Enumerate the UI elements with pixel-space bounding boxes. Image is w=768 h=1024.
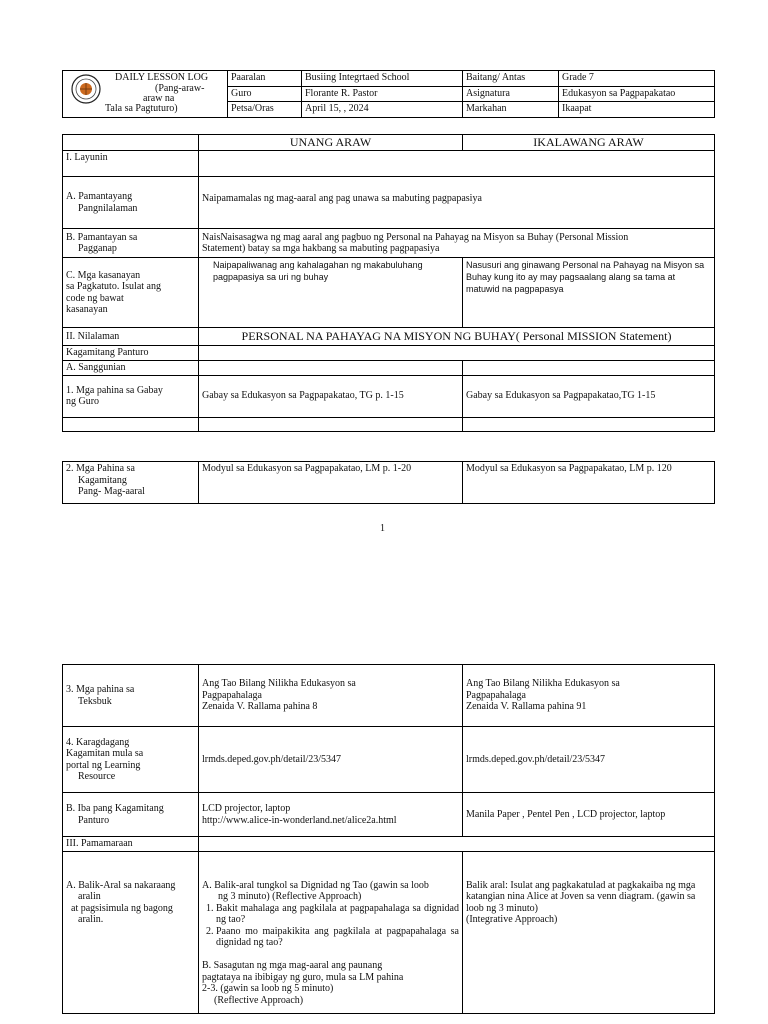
date-label: Petsa/Oras	[228, 102, 302, 118]
pagganap-value: NaisNaisasagwa ng mag aaral ang pagbuo ng Personal na Pahayag na Misyon sa Buhay (Personal Mission Statement) batay sa mga hakbang sa mabuting pagpapasiya	[199, 229, 715, 258]
pamantayang-value: Naipamamalas ng mag-aaral ang pag unawa sa mabuting pagpapasiya	[199, 177, 715, 229]
balik-label: A. Balik-Aral sa nakaraang aralin at pagsisimula ng bagong aralin.	[63, 851, 199, 1013]
quarter-label: Markahan	[463, 102, 559, 118]
school-value: Busiing Integrtaed School	[302, 71, 463, 87]
guro-label: 1. Mga pahina sa Gabay ng Guro	[63, 375, 199, 417]
dll-subtitle-2: araw na	[143, 93, 175, 104]
pamantayang-label: A. Pamantayang Pangnilalaman	[63, 177, 199, 229]
page-number: 1	[380, 523, 385, 534]
day1-header: UNANG ARAW	[199, 135, 463, 151]
dll-subtitle-3: Tala sa Pagtuturo)	[105, 103, 178, 114]
nilalaman-label: II. Nilalaman	[63, 328, 199, 346]
portal-day1: lrmds.deped.gov.ph/detail/23/5347	[199, 727, 463, 793]
teksbuk-day1: Ang Tao Bilang Nilikha Edukasyon sa Pagpapahalaga Zenaida V. Rallama pahina 8	[199, 665, 463, 727]
portal-day2: lrmds.deped.gov.ph/detail/23/5347	[463, 727, 715, 793]
subject-label: Asignatura	[463, 87, 559, 102]
nilalaman-value: PERSONAL NA PAHAYAG NA MISYON NG BUHAY( Personal MISSION Statement)	[199, 328, 715, 346]
teacher-value: Florante R. Pastor	[302, 87, 463, 102]
lesson-table	[62, 134, 715, 432]
page2-table	[62, 664, 715, 1014]
teksbuk-day2: Ang Tao Bilang Nilikha Edukasyon sa Pagpapahalaga Zenaida V. Rallama pahina 91	[463, 665, 715, 727]
guro-day2: Gabay sa Edukasyon sa Pagpapakatao,TG 1-15	[463, 375, 715, 417]
school-seal-icon	[71, 74, 101, 104]
teacher-label: Guro	[228, 87, 302, 102]
logo-title-cell	[63, 71, 228, 118]
portal-label: 4. Karagdagang Kagamitan mula sa portal ng Learning Resource	[63, 727, 199, 793]
school-label: Paaralan	[228, 71, 302, 87]
kasanayan-day1: Naipapaliwanag ang kahalagahan ng makabuluhang pagpapasiya sa uri ng buhay	[199, 258, 463, 328]
lm-table	[62, 461, 715, 504]
sanggunian-label: A. Sanggunian	[63, 360, 199, 375]
pamamaraan-label: III. Pamamaraan	[63, 837, 199, 852]
dll-title: DAILY LESSON LOG	[115, 72, 209, 83]
iba-day2: Manila Paper , Pentel Pen , LCD projector, laptop	[463, 793, 715, 837]
grade-value: Grade 7	[559, 71, 715, 87]
dll-subtitle-1: (Pang-araw-	[155, 83, 205, 94]
iba-label: B. Iba pang Kagamitang Panturo	[63, 793, 199, 837]
layunin-label: I. Layunin	[63, 151, 199, 177]
day2-header: IKALAWANG ARAW	[463, 135, 715, 151]
iba-day1: LCD projector, laptop http://www.alice-in-wonderland.net/alice2a.html	[199, 793, 463, 837]
balik-day1: A. Balik-aral tungkol sa Dignidad ng Tao (gawin sa loob ng 3 minuto) (Reflective Approach) 1. Bakit mahalaga ang pagkilala at pagpapahalaga sa dignidad ng tao? 2. Paano mo maipakikita ang pagkilala at pagpapahalaga sa dignidad ng tao? B. Sasagutan ng mga mag-aaral ang paunang pagtataya na ibibigay ng guro, mula sa LM pahina 2-3. (gawin sa loob ng 5 minuto) (Reflective Approach)	[199, 851, 463, 1013]
balik-day2: Balik aral: Isulat ang pagkakatulad at pagkakaiba ng mga katangian nina Alice at Joven sa venn diagram. (gawin sa loob ng 3 minuto) (Integrative Approach)	[463, 851, 715, 1013]
subject-value: Edukasyon sa Pagpapakatao	[559, 87, 715, 102]
quarter-value: Ikaapat	[559, 102, 715, 118]
guro-day1: Gabay sa Edukasyon sa Pagpapakatao, TG p. 1-15	[199, 375, 463, 417]
date-value: April 15, , 2024	[302, 102, 463, 118]
balik-question-2: 2. Paano mo maipakikita ang pagkilala at pagpapahalaga sa dignidad ng tao?	[216, 926, 459, 949]
teksbuk-label: 3. Mga pahina sa Teksbuk	[63, 665, 199, 727]
kasanayan-label: C. Mga kasanayan sa Pagkatuto. Isulat ang code ng bawat kasanayan	[63, 258, 199, 328]
balik-question-1: 1. Bakit mahalaga ang pagkilala at pagpapahalaga sa dignidad ng tao?	[216, 903, 459, 926]
pagganap-label: B. Pamantayan sa Pagganap	[63, 229, 199, 258]
header-table	[62, 70, 715, 118]
grade-label: Baitang/ Antas	[463, 71, 559, 87]
lm-label: 2. Mga Pahina sa Kagamitang Pang- Mag-aaral	[63, 462, 199, 504]
kasanayan-day2: Nasusuri ang ginawang Personal na Pahayag na Misyon sa Buhay kung ito ay may pagsaalang alang sa tama at matuwid na pagpapasya	[463, 258, 715, 328]
kagamitan-label: Kagamitang Panturo	[63, 346, 199, 361]
lm-day2: Modyul sa Edukasyon sa Pagpapakatao, LM p. 120	[463, 462, 715, 504]
lm-day1: Modyul sa Edukasyon sa Pagpapakatao, LM p. 1-20	[199, 462, 463, 504]
